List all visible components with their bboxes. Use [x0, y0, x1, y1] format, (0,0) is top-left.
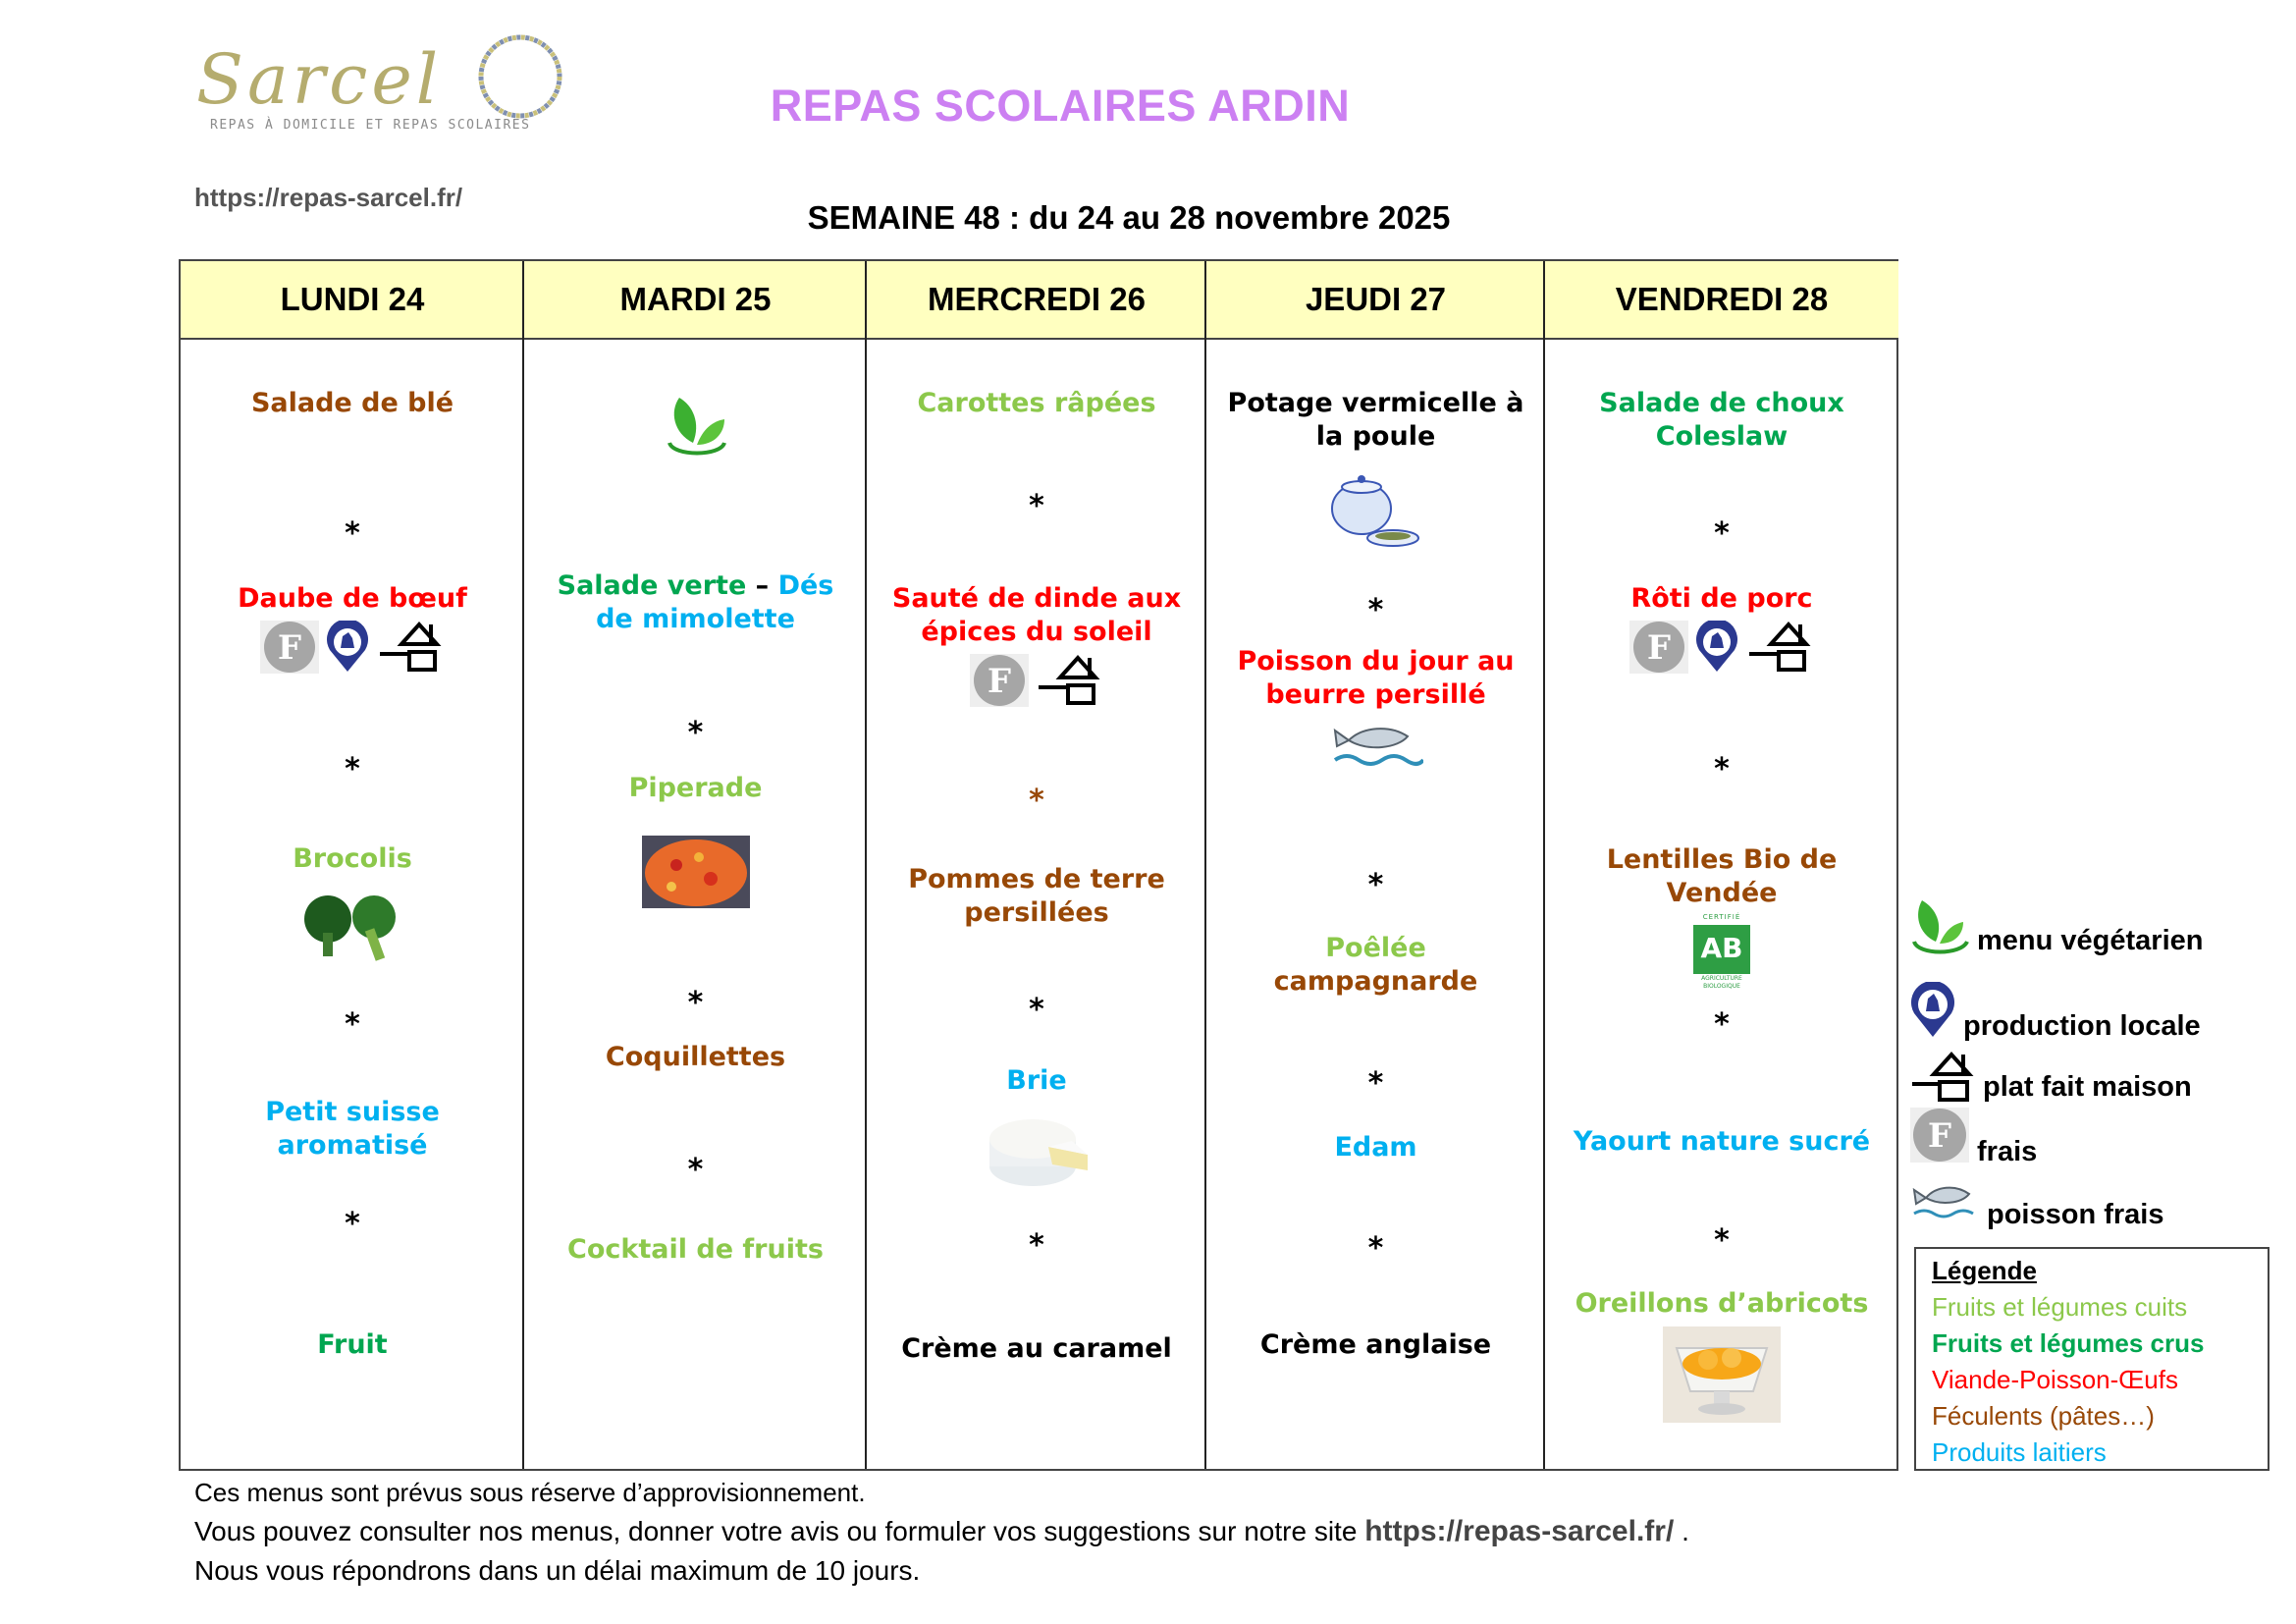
menu-item-starter: [524, 569, 867, 636]
separator: *: [1029, 1228, 1044, 1263]
fresh-fish-icon: [1329, 717, 1423, 768]
starter-dash: –: [746, 570, 778, 601]
menu-item-main: Poisson du jour au beurre persillé: [1237, 646, 1515, 710]
separator: *: [1714, 1007, 1730, 1042]
organic-ab-badge: [1693, 913, 1750, 992]
legend-label: frais: [1977, 1136, 2038, 1167]
separator: *: [687, 986, 704, 1020]
legend-title: Légende: [1932, 1256, 2037, 1285]
menu-item-side: Lentilles Bio de Vendée: [1606, 844, 1838, 908]
legend-label: production locale: [1963, 1010, 2201, 1042]
day-header: LUNDI 24: [181, 261, 524, 340]
homemade-icon: [1035, 654, 1103, 707]
homemade-icon: [1745, 621, 1814, 674]
menu-item-starter: Salade de blé: [250, 388, 454, 418]
day-column-monday: [181, 261, 524, 1469]
day-column-wednesday: [865, 261, 1206, 1469]
legend-cooked: Fruits et légumes cuits: [1932, 1292, 2188, 1322]
website-link[interactable]: https://repas-sarcel.fr/: [194, 183, 463, 212]
footer-line-1: Ces menus sont prévus sous réserve d’approvisionnement.: [194, 1478, 866, 1507]
separator: *: [1714, 752, 1730, 786]
day-header: JEUDI 27: [1206, 261, 1545, 340]
logo-brand: Sarcel: [196, 39, 443, 120]
footer-website-link[interactable]: https://repas-sarcel.fr/: [1364, 1515, 1675, 1547]
menu-item-dairy: Brie: [1006, 1065, 1067, 1096]
separator: *: [1029, 489, 1044, 523]
legend-label: poisson frais: [1987, 1199, 2164, 1230]
starter-dairy: Dés de mimolette: [596, 570, 834, 634]
menu-item-side-a: Poêlée: [1325, 933, 1426, 963]
brie-image: [978, 1106, 1095, 1194]
separator: *: [345, 1007, 360, 1042]
homemade-icon: [376, 621, 445, 674]
badge-bottom-1: AGRICULTURE: [1701, 975, 1742, 982]
local-production-icon: [1910, 982, 1955, 1039]
page-title: REPAS SCOLAIRES ARDIN: [770, 81, 1351, 131]
day-header: MERCREDI 26: [867, 261, 1206, 340]
footer-line-2-end: .: [1674, 1516, 1689, 1546]
day-header: VENDREDI 28: [1545, 261, 1898, 340]
svg-text:F: F: [1927, 1116, 1952, 1156]
day-column-thursday: [1204, 261, 1545, 1469]
menu-item-side: Coquillettes: [605, 1042, 786, 1072]
label-icons: [1545, 621, 1898, 674]
footer-line-3: Nous vous répondrons dans un délai maximum de 10 jours.: [194, 1555, 921, 1586]
separator: *: [1714, 516, 1730, 551]
day-column-friday: [1543, 261, 1898, 1469]
legend-item-local: [1910, 982, 2201, 1042]
menu-item-dessert: Cocktail de fruits: [567, 1234, 824, 1265]
menu-item-starter: Carottes râpées: [917, 388, 1156, 418]
svg-text:F: F: [277, 628, 302, 668]
legend-dairy: Produits laitiers: [1932, 1437, 2107, 1467]
sarcel-logo: [196, 27, 599, 135]
menu-item-main: Piperade: [628, 773, 763, 803]
separator: *: [1367, 593, 1384, 627]
day-column-tuesday: [522, 261, 867, 1469]
starter-raw: Salade verte: [557, 570, 747, 601]
legend-raw: Fruits et légumes crus: [1932, 1328, 2205, 1358]
fresh-f-icon: [260, 621, 319, 674]
homemade-icon: [1910, 1051, 1975, 1104]
badge-bottom-2: BIOLOGIQUE: [1703, 983, 1740, 990]
menu-item-dairy: Petit suisse aromatisé: [265, 1097, 440, 1161]
separator: *: [687, 1153, 704, 1187]
menu-item-starter: Salade de choux Coleslaw: [1599, 388, 1844, 452]
menu-item-main: Daube de bœuf: [238, 583, 467, 614]
menu-item-main: Sauté de dinde aux épices du soleil: [891, 583, 1182, 647]
separator: *: [1367, 1066, 1384, 1101]
separator: *: [1367, 1231, 1384, 1266]
legend-meat: Viande-Poisson-Œufs: [1932, 1365, 2178, 1394]
separator: *: [1029, 784, 1044, 818]
footer-line-2: [194, 1512, 1689, 1551]
menu-item-side-b: campagnarde: [1273, 966, 1478, 997]
soup-tureen-image: [1322, 458, 1430, 556]
separator: *: [1367, 868, 1384, 902]
menu-item-dessert: Oreillons d’abricots: [1575, 1288, 1869, 1319]
legend-item-fish: [1910, 1178, 2164, 1230]
separator: *: [345, 752, 360, 786]
menu-item-dairy: Yaourt nature sucré: [1573, 1126, 1871, 1157]
legend-item-vegetarian: [1910, 898, 2203, 957]
day-header: MARDI 25: [524, 261, 867, 340]
separator: *: [1714, 1223, 1730, 1258]
broccoli-image: [294, 890, 411, 968]
label-icons: [181, 621, 524, 674]
separator: *: [345, 1207, 360, 1241]
badge-mark: AB: [1700, 932, 1743, 964]
menu-item-main: Rôti de porc: [1630, 583, 1813, 614]
vegetarian-leaf-icon: [664, 394, 728, 462]
apricots-image: [1663, 1326, 1781, 1423]
fresh-f-icon: [970, 654, 1029, 707]
logo-tagline: REPAS À DOMICILE ET REPAS SCOLAIRES: [210, 118, 531, 133]
separator: *: [1029, 993, 1044, 1027]
local-production-icon: [1694, 621, 1739, 674]
legend-item-homemade: [1910, 1051, 2192, 1104]
badge-top-text: CERTIFIÉ: [1702, 913, 1741, 921]
svg-text:F: F: [1646, 628, 1672, 668]
fresh-f-icon: [1629, 621, 1688, 674]
menu-item-dessert: Crème anglaise: [1259, 1329, 1492, 1360]
local-production-icon: [325, 621, 370, 674]
legend-label: menu végétarien: [1977, 925, 2204, 956]
badge-bottom-text: [1693, 975, 1750, 991]
menu-item-dessert: Fruit: [317, 1329, 388, 1360]
legend-label: plat fait maison: [1983, 1071, 2192, 1103]
svg-text:F: F: [987, 662, 1012, 701]
menu-item-side: Brocolis: [293, 843, 412, 874]
separator: *: [345, 516, 360, 551]
color-legend: [1914, 1247, 2269, 1471]
fresh-f-icon: [1910, 1108, 1969, 1163]
fresh-fish-icon: [1910, 1178, 1979, 1221]
footer-notes: [194, 1473, 1689, 1591]
menu-table: [179, 259, 1898, 1471]
logo-people-circle-icon: [452, 27, 589, 126]
menu-item-dairy: Edam: [1334, 1132, 1417, 1163]
legend-item-fresh: [1910, 1108, 2038, 1167]
legend-starch: Féculents (pâtes…): [1932, 1401, 2155, 1431]
label-icons: [867, 654, 1206, 707]
vegetarian-leaf-icon: [1910, 898, 1969, 957]
menu-item-starter: Potage vermicelle à la poule: [1227, 388, 1524, 452]
separator: *: [687, 716, 704, 750]
menu-item-dessert: Crème au caramel: [901, 1333, 1172, 1364]
piperade-image: [642, 836, 750, 908]
menu-item-side: Pommes de terre persillées: [908, 864, 1165, 928]
week-heading: SEMAINE 48 : du 24 au 28 novembre 2025: [807, 199, 1451, 236]
footer-line-2-text: Vous pouvez consulter nos menus, donner votre avis ou formuler vos suggestions sur notre site: [194, 1516, 1365, 1546]
